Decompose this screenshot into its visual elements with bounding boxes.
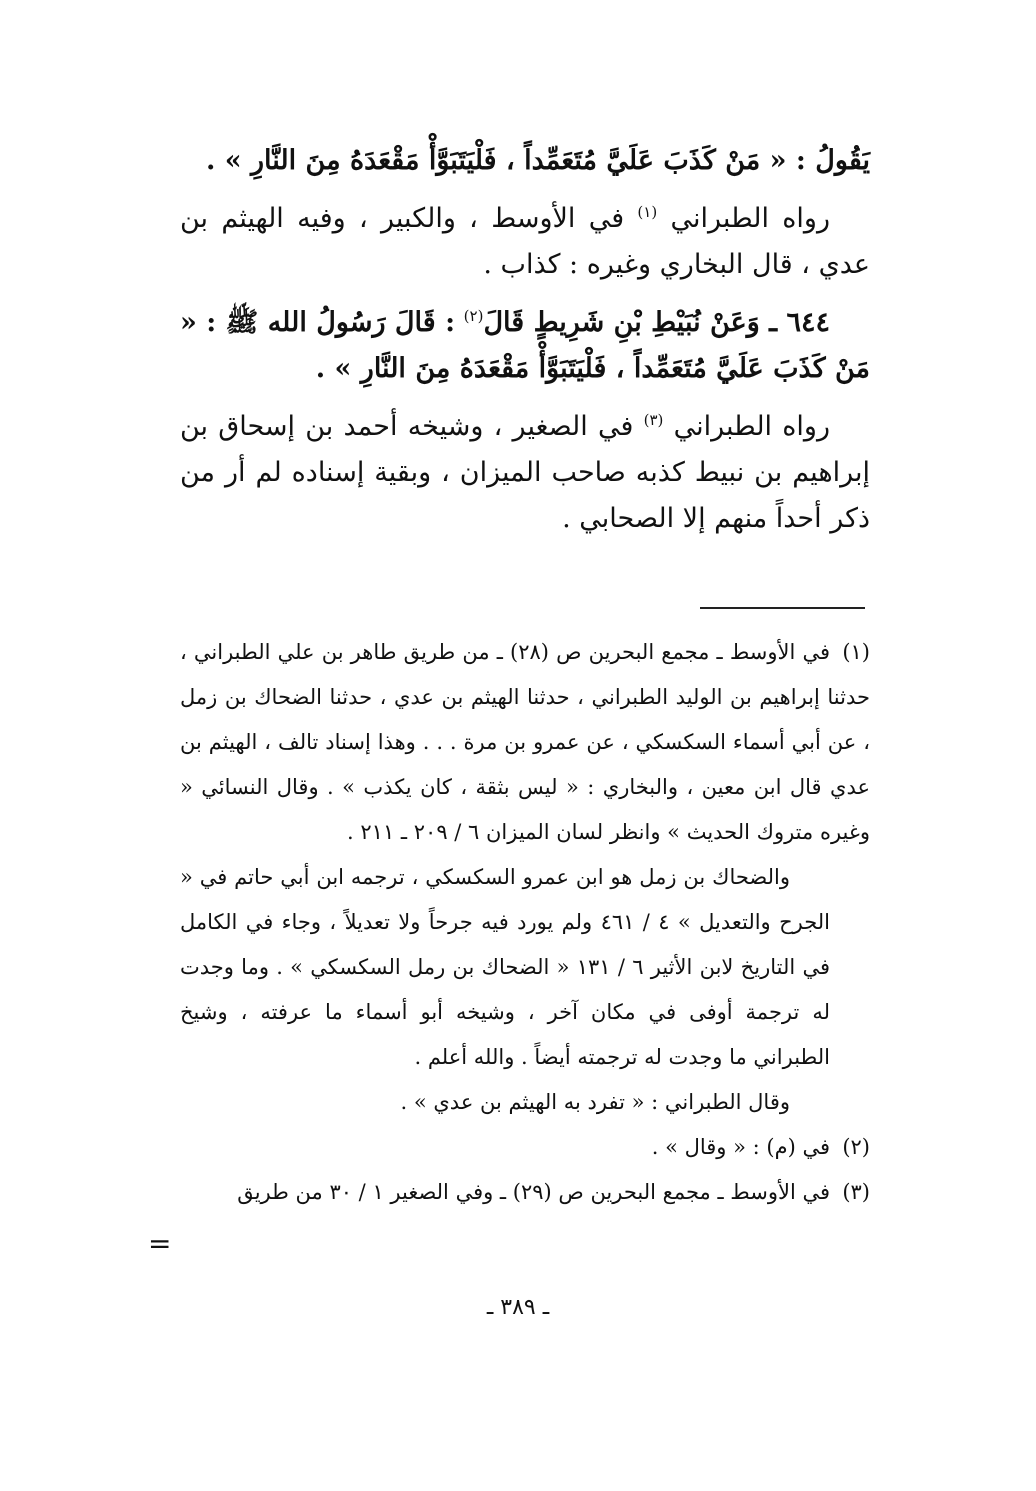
footnote-number: (٢) (842, 1135, 870, 1159)
footnote-number: (٣) (842, 1180, 870, 1204)
footnote-text: في الأوسط ـ مجمع البحرين ص (٢٨) ـ من طريق طاهر بن علي الطبراني ، حدثنا إبراهيم بن الوليد الطبراني ، حدثنا الهيثم بن عدي ، حدثنا الضحاك بن زمل ، عن أبي أسماء السكسكي ، عن عمرو بن مرة . . . وهذا إسناد تالف ، الهيثم بن عدي قال ابن معين ، والبخاري : « ليس بثقة ، كان يكذب » . وقال النسائي « وغيره متروك الحديث » وانظر لسان الميزان ٦ / ٢٠٩ ـ ٢١١ . (180, 640, 870, 844)
footnote-number: (١) (842, 640, 870, 664)
narration-paragraph-2 (180, 404, 870, 542)
hadith-text: : قَالَ رَسُولُ الله ﷺ : « مَنْ كَذَبَ عَلَيَّ مُتَعَمِّداً ، فَلْيَتَبَوَّأْ مَقْعَدَهُ مِنَ النَّارِ » . (180, 307, 870, 384)
page-number: ـ ٣٨٩ ـ (486, 1295, 550, 1320)
narration-text: في الصغير ، وشيخه أحمد بن إسحاق بن إبراهيم بن نبيط كذبه صاحب الميزان ، وبقية إسناده لم أر من ذكر أحداً منهم إلا الصحابي . (180, 411, 870, 534)
footnote-text: وقال الطبراني : « تفرد به الهيثم بن عدي » . (400, 1090, 790, 1114)
hadith-text: يَقُولُ : « مَنْ كَذَبَ عَلَيَّ مُتَعَمِّداً ، فَلْيَتَبَوَّأْ مَقْعَدَهُ مِنَ النَّارِ » . (205, 145, 870, 176)
footnote-3 (180, 1170, 870, 1215)
footnote-ref-1: (١) (637, 203, 658, 221)
footnote-separator (700, 607, 865, 609)
footnotes (180, 630, 870, 1215)
footnote-text: في الأوسط ـ مجمع البحرين ص (٢٩) ـ وفي الصغير ١ / ٣٠ من طريق (237, 1180, 830, 1204)
hadith-quote-line (180, 138, 870, 184)
narration-text: رواه الطبراني (673, 411, 830, 442)
narration-text: في الأوسط ، والكبير ، وفيه الهيثم بن عدي ، قال البخاري وغيره : كذاب . (180, 203, 870, 280)
footnote-ref-2: (٢) (463, 307, 484, 325)
footnote-1-continued (180, 855, 830, 1125)
main-text (180, 138, 870, 554)
footnote-ref-3: (٣) (643, 411, 664, 429)
narration-paragraph-1 (180, 196, 870, 288)
footnote-text: في (م) : « وقال » . (651, 1135, 830, 1159)
narration-text: رواه الطبراني (670, 203, 830, 234)
hadith-text: ٦٤٤ ـ وَعَنْ نُبَيْطِ بْنِ شَرِيطٍ قَالَ (483, 307, 830, 338)
footnote-2 (180, 1125, 870, 1170)
footnote-1 (180, 630, 870, 1125)
continuation-mark: = (148, 1227, 172, 1260)
hadith-644 (180, 300, 870, 392)
footnote-text: والضحاك بن زمل هو ابن عمرو السكسكي ، ترجمه ابن أبي حاتم في « الجرح والتعديل » ٤ / ٤٦١ ولم يورد فيه جرحاً ولا تعديلاً ، وجاء في الكامل في التاريخ لابن الأثير ٦ / ١٣١ « الضحاك بن رمل السكسكي » . وما وجدت له ترجمة أوفى في مكان آخر ، وشيخه أبو أسماء ما عرفته ، وشيخ الطبراني ما وجدت له ترجمته أيضاً . والله أعلم . (180, 865, 830, 1069)
